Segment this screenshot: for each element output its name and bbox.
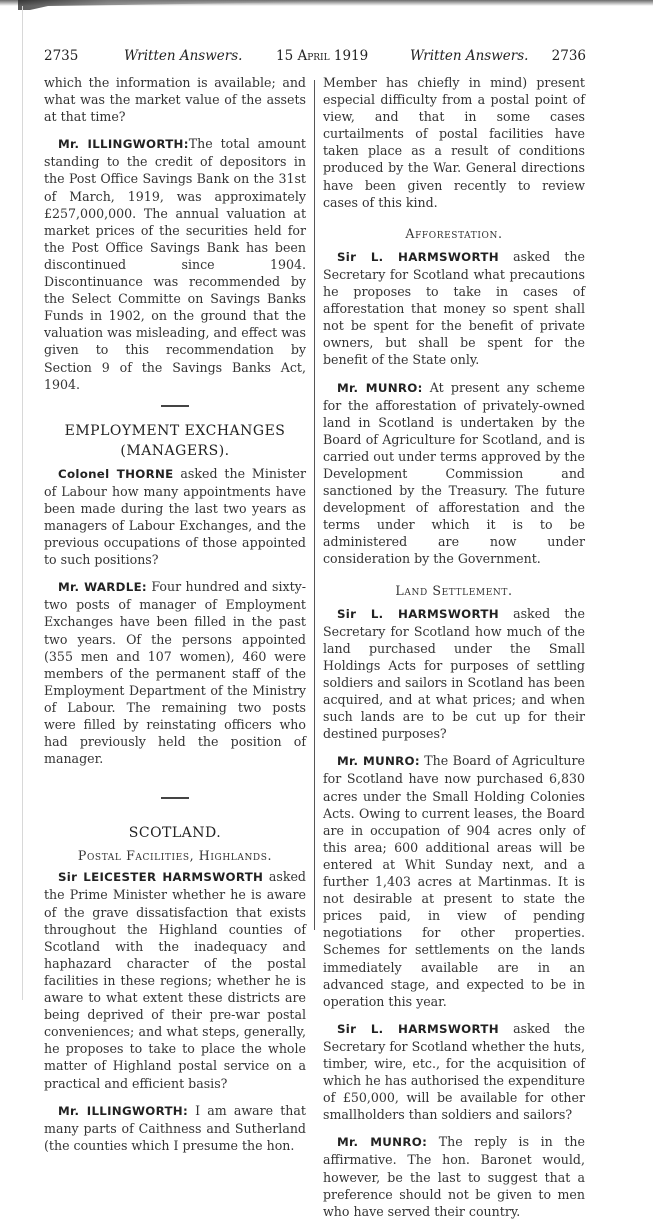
question-paragraph xyxy=(323,1020,585,1124)
speaker-name: Mr. MUNRO: xyxy=(337,380,423,395)
section-subheading: Afforestation. xyxy=(405,225,503,241)
answer-text: The reply is in the affirmative. The hon. Baronet would, however, be the last to suggest that a preference should not be given to men who have served their country. xyxy=(323,1134,585,1219)
question-text: asked the Prime Minister whether he is aware of the grave dissatisfaction that exists throughout the Highland counties of Scotland with the inadequacy and haphazard character of the postal facilities in these regions; whether he is aware to what extent these districts are being deprived of their pre-war postal conveniences; and what steps, generally, he proposes to take to place the whole matter of Highland postal service on a practical and efficient basis? xyxy=(44,869,306,1091)
question-text: asked the Secretary for Scotland whether the huts, timber, wire, etc., for the acquisition of which he has authorised the expenditure of £50,000, will be available for other smallholders than soldiers and sailors? xyxy=(323,1020,585,1123)
section-heading xyxy=(44,421,306,461)
section-subheading: Land Settlement. xyxy=(395,582,513,598)
answer-text: Four hundred and sixty-two posts of manager of Employment Exchanges have been filled in the past two years. Of the persons appointed (355 men and 107 women), 460 were members of the permanent staff of the Employment Department of the Ministry of Labour. The remaining two posts were filled by reinstating officers who had previously held the position of manager. xyxy=(44,579,306,767)
running-header xyxy=(44,48,586,68)
right-column xyxy=(323,74,585,1220)
question-paragraph xyxy=(44,465,306,569)
answer-paragraph xyxy=(44,578,306,767)
speaker-name: Sir LEICESTER HARMSWORTH xyxy=(58,870,264,885)
answer-text: At present any scheme for the afforestation of privately-owned land in Scotland is undertaken by the Board of Agriculture for Scotland, and is carried out under terms approved by the Development Commission and sanctioned by the Treasury. The future development of afforestation and the terms under which it is to be administered are now under consideration by the Government. xyxy=(323,379,586,567)
heading-line-2: (MANAGERS). xyxy=(120,442,230,459)
left-page-number: 2735 xyxy=(44,48,79,64)
section-separator xyxy=(161,797,189,799)
continuation-text: which the information is available; and what was the market value of the assets at that time? xyxy=(44,75,306,125)
speaker-name: Sir L. HARMSWORTH xyxy=(337,249,499,264)
answer-paragraph xyxy=(44,1102,306,1154)
question-paragraph xyxy=(323,248,585,369)
continuation-text: Member has chiefly in mind) present especial difficulty from a postal point of view, and that in some cases curtailments of postal facilities have taken place as a result of conditions produced by the War. General directions have been given recently to review cases of this kind. xyxy=(323,75,585,210)
question-paragraph xyxy=(44,868,306,1091)
answer-paragraph xyxy=(323,752,585,1009)
section-heading: SCOTLAND. xyxy=(128,825,222,842)
left-running-title: Written Answers. xyxy=(124,48,243,64)
answer-text: The total amount standing to the credit of depositors in the Post Office Savings Bank on the 31st of March, 1919, was approximately £257,000,000. The annual valuation at market prices of the securities held for the Post Office Savings Bank has been discontinued since 1904. Discontinuance was recommended by the Select Committe on Savings Banks Funds in 1902, on the ground that the valuation was misleading, and effect was given to this recommendation by Section 9 of the Savings Banks Act, 1904. xyxy=(44,136,306,392)
answer-paragraph xyxy=(44,135,306,392)
speaker-name: Mr. ILLINGWORTH: xyxy=(58,137,189,152)
left-column xyxy=(44,74,306,1154)
question-paragraph xyxy=(323,605,585,743)
header-date-text: 15 April 1919 xyxy=(276,48,369,64)
answer-paragraph xyxy=(323,1133,585,1219)
speaker-name: Mr. MUNRO: xyxy=(337,754,420,769)
speaker-name: Sir L. HARMSWORTH xyxy=(337,1021,499,1036)
section-separator xyxy=(161,405,189,407)
speaker-name: Mr. MUNRO: xyxy=(337,1135,428,1150)
right-running-title: Written Answers. xyxy=(410,48,529,64)
question-text: asked the Secretary for Scotland what precautions he proposes to take in cases of afforestation that money so spent shall not be spent for the benefit of private owners, but shall be spent for the benefit of the State only. xyxy=(323,248,585,368)
answer-text: I am aware that many parts of Caithness and Sutherland (the counties which I presume the hon. xyxy=(44,1102,306,1153)
page-left-edge xyxy=(22,6,23,1000)
speaker-name: Mr. WARDLE: xyxy=(58,580,147,595)
answer-paragraph xyxy=(323,379,585,568)
answer-text: The Board of Agriculture for Scotland have now purchased 6,830 acres under the Small Holding Colonies Acts. Owing to current leases, the Board are in occupation of 904 acres only of this area; 600 additional areas will be entered at Whit Sunday next, and a further 1,403 acres at Martinmas. It is not desirable at present to state the prices paid, in view of pending negotiations for other properties. Schemes for settlements on the lands immediately available are in an advanced stage, and expected to be in operation this year. xyxy=(323,753,586,1009)
speaker-name: Colonel THORNE xyxy=(58,466,174,481)
section-subheading: Postal Facilities, Highlands. xyxy=(77,848,273,864)
column-divider xyxy=(314,80,315,930)
question-text: asked the Minister of Labour how many appointments have been made during the last two years as managers of Labour Exchanges, and the previous occupations of those appointed to such positions? xyxy=(44,465,306,568)
speaker-name: Mr. ILLINGWORTH: xyxy=(58,1103,188,1118)
right-page-number: 2736 xyxy=(551,48,586,64)
heading-line-1: EMPLOYMENT EXCHANGES xyxy=(64,422,286,439)
speaker-name: Sir L. HARMSWORTH xyxy=(337,606,499,621)
question-text: asked the Secretary for Scotland how much of the land purchased under the Small Holdings Acts for purposes of settling soldiers and sailors in Scotland has been acquired, and at what prices; and when such lands are to be cut up for their destined purposes? xyxy=(323,605,585,742)
